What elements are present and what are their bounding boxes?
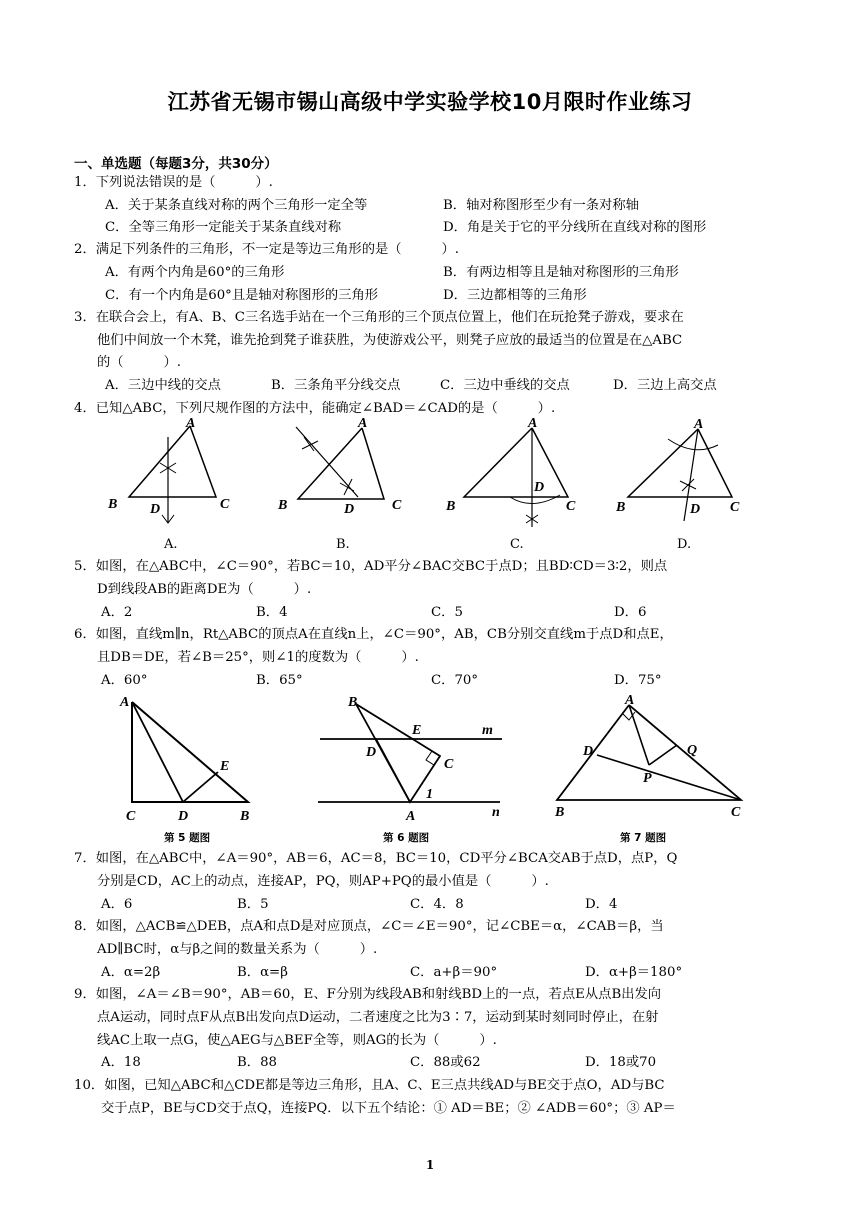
q3-option-c: C．三边中垂线的交点 — [440, 378, 570, 393]
question-7-line-2: 分别是CD，AC上的动点，连接AP，PQ，则AP+PQ的最小值是（ ）. — [97, 874, 549, 889]
question-9-line-3: 线AC上取一点G，使△AEG与△BEF全等，则AG的长为（ ）. — [97, 1033, 497, 1048]
point-B-label: B — [108, 497, 118, 512]
q9-option-a: A．18 — [101, 1055, 141, 1070]
q6-option-d: D．75° — [614, 673, 662, 688]
point-C-label: C — [566, 499, 576, 514]
q9-option-d: D．18或70 — [585, 1055, 657, 1070]
question-10-line-2: 交于点P，BE与CD交于点Q，连接PQ．以下五个结论：① AD＝BE；② ∠ADB＝60°；③ AP＝ — [101, 1101, 676, 1116]
question-5-line-1: 5．如图，在△ABC中，∠C＝90°，若BC＝10，AD平分∠BAC交BC于点D；且BD∶CD＝3∶2，则点 — [74, 559, 668, 574]
figure-7 — [545, 690, 755, 830]
q8-option-b: B．α=β — [237, 965, 288, 980]
point-D-label: D — [366, 745, 377, 760]
question-3-line-3: 的（ ）. — [97, 355, 182, 370]
point-A-label: A — [358, 416, 368, 431]
q2-option-d: D．三边都相等的三角形 — [443, 288, 587, 303]
question-7-line-1: 7．如图，在△ABC中，∠A＝90°，AB＝6，AC＝8，BC＝10，CD平分∠BCA交AB于点D，点P，Q — [74, 851, 678, 866]
figure-7-caption: 第 7 题图 — [620, 832, 667, 844]
line-m-label: m — [482, 723, 493, 738]
point-C-label: C — [220, 497, 230, 512]
point-B-label: B — [348, 695, 358, 710]
q2-option-c: C．有一个内角是60°且是轴对称图形的三角形 — [105, 288, 379, 303]
q1-option-d: D．角是关于它的平分线所在直线对称的图形 — [443, 220, 707, 235]
point-B-label: B — [446, 499, 456, 514]
point-D-label: D — [344, 502, 355, 517]
question-8-line-1: 8．如图，△ACB≌△DEB，点A和点D是对应顶点，∠C＝∠E＝90°，记∠CBE＝α，∠CAB＝β，当 — [74, 919, 664, 934]
point-B-label: B — [616, 500, 626, 515]
q8-option-c: C．a+β＝90° — [410, 965, 498, 980]
q9-option-b: B．88 — [237, 1055, 277, 1070]
point-A-label: A — [528, 416, 538, 431]
question-6-line-1: 6．如图，直线m∥n，Rt△ABC的顶点A在直线n上，∠C＝90°，AB，CB分别交直线m于点D和点E， — [74, 627, 673, 642]
figure-6-caption: 第 6 题图 — [383, 832, 430, 844]
figure-5 — [110, 690, 260, 830]
point-C-label: C — [126, 809, 136, 824]
figure-6 — [310, 690, 510, 830]
q9-option-c: C．88或62 — [410, 1055, 481, 1070]
question-1-stem: 1．下列说法错误的是（ ）. — [74, 175, 273, 190]
q5-option-b: B．4 — [256, 605, 288, 620]
q4-figure-c — [440, 415, 590, 530]
q1-option-a: A．关于某条直线对称的两个三角形一定全等 — [105, 198, 368, 213]
q2-option-a: A．有两个内角是60°的三角形 — [105, 265, 285, 280]
point-A-label: A — [625, 693, 635, 708]
question-9-line-1: 9．如图，∠A＝∠B＝90°，AB＝60，E、F分别为线段AB和射线BD上的一点，若点E从点B出发向 — [74, 987, 662, 1002]
page-number: 1 — [425, 1158, 435, 1172]
point-B-label: B — [555, 805, 565, 820]
question-5-line-2: D到线段AB的距离DE为（ ）. — [97, 582, 312, 597]
q7-option-c: C．4．8 — [410, 897, 464, 912]
point-C-label: C — [730, 500, 740, 515]
point-D-label: D — [690, 502, 701, 517]
point-Q-label: Q — [687, 743, 698, 758]
point-A-label: A — [120, 695, 130, 710]
q6-option-a: A．60° — [101, 673, 148, 688]
q6-option-b: B．65° — [256, 673, 303, 688]
q4-choice-b-label: B. — [336, 537, 350, 552]
question-8-line-2: AD∥BC时，α与β之间的数量关系为（ ）. — [97, 942, 378, 957]
point-A-label: A — [186, 416, 196, 431]
point-A-label: A — [406, 809, 416, 824]
q3-option-d: D．三边上高交点 — [613, 378, 717, 393]
question-4-stem: 4．已知△ABC，下列尺规作图的方法中，能确定∠BAD＝∠CAD的是（ ）. — [74, 401, 556, 416]
q3-option-a: A．三边中线的交点 — [105, 378, 221, 393]
q1-option-b: B．轴对称图形至少有一条对称轴 — [443, 198, 639, 213]
q5-option-d: D．6 — [614, 605, 647, 620]
q2-option-b: B．有两边相等且是轴对称图形的三角形 — [443, 265, 679, 280]
q4-figure-a — [100, 415, 240, 530]
point-A-label: A — [694, 417, 704, 432]
point-E-label: E — [412, 723, 422, 738]
q4-figure-d — [610, 415, 760, 530]
q7-option-a: A．6 — [101, 897, 133, 912]
question-2-stem: 2．满足下列条件的三角形，不一定是等边三角形的是（ ）. — [74, 242, 459, 257]
point-D-label: D — [178, 809, 189, 824]
point-C-label: C — [392, 498, 402, 513]
question-10-line-1: 10．如图，已知△ABC和△CDE都是等边三角形，且A、C、E三点共线AD与BE交于点O，AD与BC — [74, 1078, 665, 1093]
point-P-label: P — [643, 771, 652, 786]
point-C-label: C — [731, 805, 741, 820]
line-n-label: n — [492, 805, 500, 820]
q4-choice-c-label: C. — [510, 537, 524, 552]
point-D-label: D — [150, 502, 161, 517]
question-3-line-2: 他们中间放一个木凳，谁先抢到凳子谁获胜，为使游戏公平，则凳子应放的最适当的位置是在△ABC — [97, 333, 683, 348]
point-E-label: E — [220, 759, 230, 774]
q4-figure-b — [268, 415, 408, 530]
q3-option-b: B．三条角平分线交点 — [271, 378, 401, 393]
q7-option-d: D．4 — [585, 897, 618, 912]
figure-5-caption: 第 5 题图 — [164, 832, 211, 844]
q8-option-a: A．α=2β — [101, 965, 161, 980]
question-6-line-2: 且DB＝DE，若∠B＝25°，则∠1的度数为（ ）. — [97, 650, 419, 665]
section-heading: 一、单选题（每题3分，共30分） — [74, 156, 278, 172]
page-title: 江苏省无锡市锡山高级中学实验学校10月限时作业练习 — [167, 90, 693, 114]
q6-option-c: C．70° — [431, 673, 479, 688]
question-3-line-1: 3．在联合会上，有A、B、C三名选手站在一个三角形的三个顶点位置上，他们在玩抢凳子游戏，要求在 — [74, 310, 684, 325]
angle-1-label: 1 — [426, 787, 433, 802]
q7-option-b: B．5 — [237, 897, 269, 912]
q4-choice-a-label: A. — [164, 537, 178, 552]
q1-option-c: C．全等三角形一定能关于某条直线对称 — [105, 220, 342, 235]
q5-option-c: C．5 — [431, 605, 463, 620]
q4-choice-d-label: D. — [677, 537, 692, 552]
point-D-label: D — [583, 744, 594, 759]
point-C-label: C — [444, 757, 454, 772]
q5-option-a: A．2 — [101, 605, 133, 620]
point-B-label: B — [240, 809, 250, 824]
point-D-label: D — [534, 480, 545, 495]
question-9-line-2: 点A运动，同时点F从点B出发向点D运动，二者速度之比为3∶7，运动到某时刻同时停止，在射 — [97, 1010, 659, 1025]
point-B-label: B — [278, 498, 288, 513]
q8-option-d: D．α+β＝180° — [585, 965, 683, 980]
